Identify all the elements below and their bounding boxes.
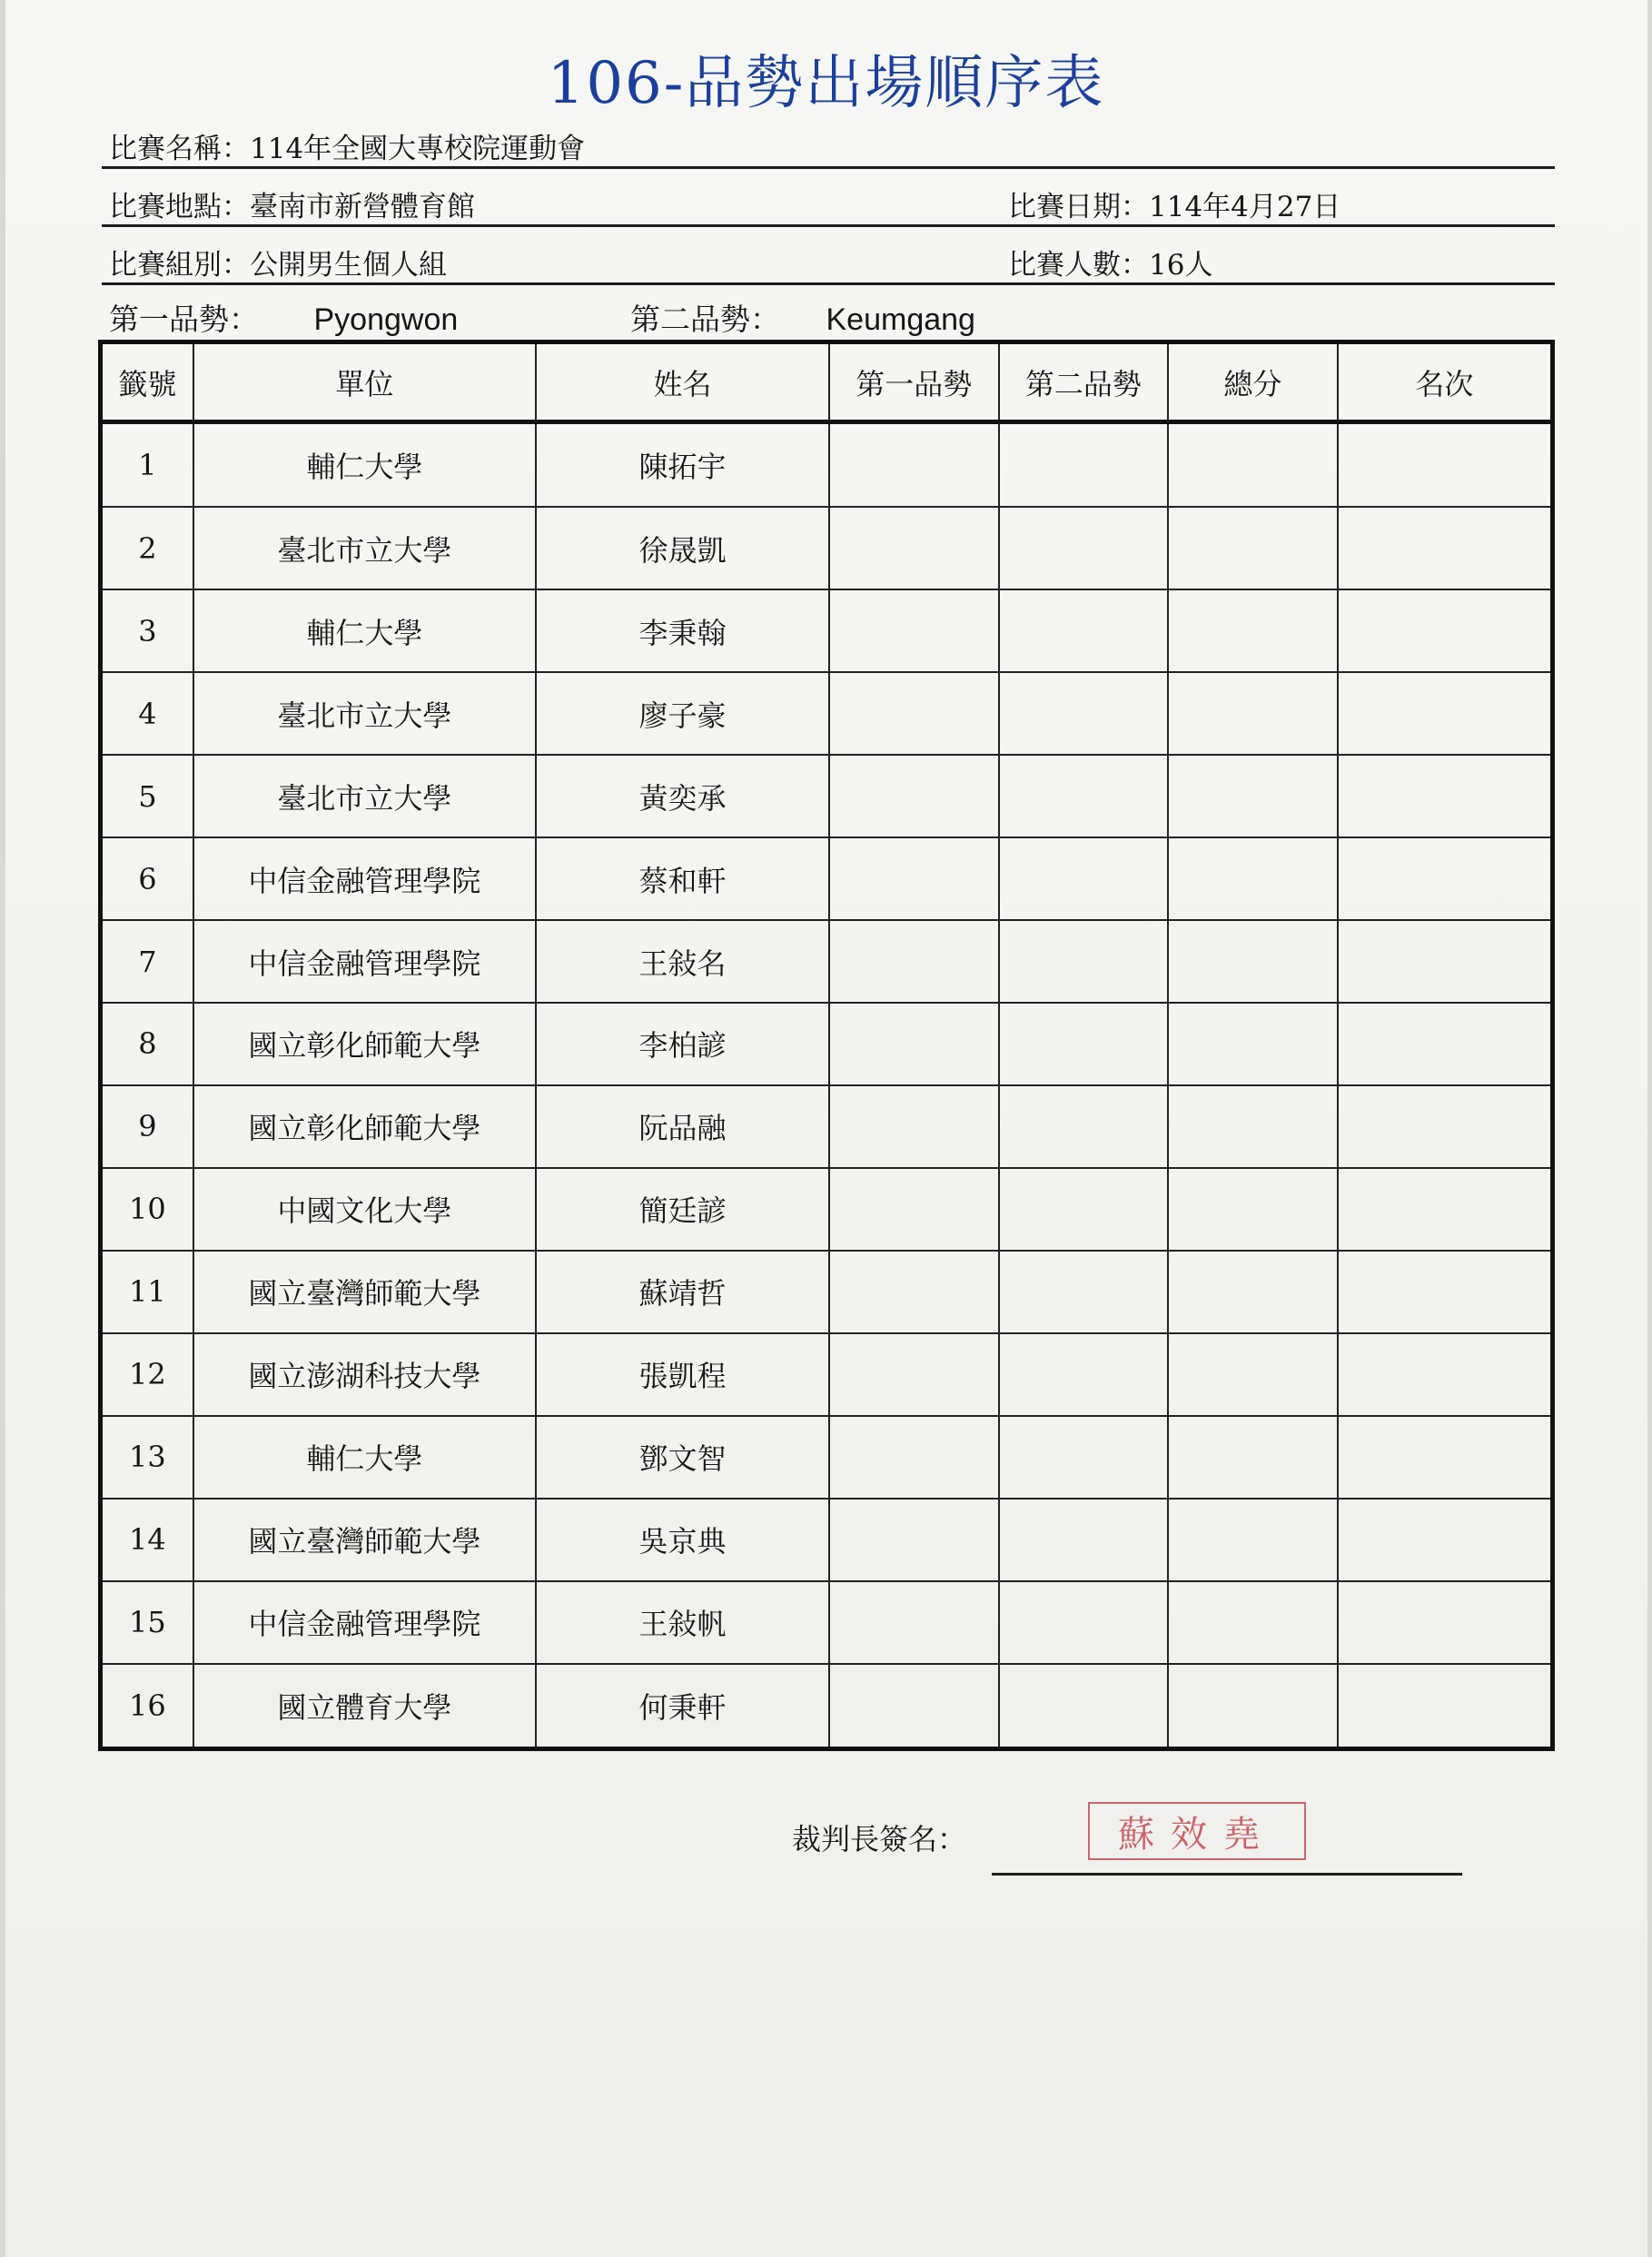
score-cell xyxy=(829,920,999,1003)
score-cell xyxy=(829,672,999,755)
total-cell xyxy=(1168,755,1338,837)
name-cell: 何秉軒 xyxy=(536,1664,829,1749)
name-cell: 王敍名 xyxy=(536,920,829,1003)
rank-cell xyxy=(1338,1499,1553,1581)
total-cell xyxy=(1168,672,1338,755)
score-cell xyxy=(999,1003,1169,1085)
unit-cell: 國立臺灣師範大學 xyxy=(193,1499,536,1581)
rank-cell xyxy=(1338,755,1553,837)
draw-number: 15 xyxy=(101,1581,193,1664)
total-cell xyxy=(1168,1003,1338,1085)
name-cell: 簡廷諺 xyxy=(536,1168,829,1251)
unit-cell: 中信金融管理學院 xyxy=(193,837,536,920)
page-title: 106-品勢出場順序表 xyxy=(547,50,1105,117)
total-cell xyxy=(1168,1581,1338,1664)
unit-cell: 國立臺灣師範大學 xyxy=(193,1251,536,1333)
competition-name-value: 114年全國大專校院運動會 xyxy=(250,133,586,165)
draw-number: 12 xyxy=(101,1333,193,1416)
competition-venue-value: 臺南市新營體育館 xyxy=(250,191,475,223)
first-form-label: 第一品勢： xyxy=(109,302,259,337)
competition-count-label: 比賽人數： xyxy=(1008,249,1149,282)
draw-order-table xyxy=(98,340,1555,1751)
score-cell xyxy=(999,1085,1169,1168)
score-cell xyxy=(829,1168,999,1251)
rank-cell xyxy=(1338,1003,1553,1085)
score-cell xyxy=(829,1664,999,1749)
total-cell xyxy=(1168,1251,1338,1333)
draw-number: 8 xyxy=(101,1003,193,1085)
draw-number: 14 xyxy=(101,1499,193,1581)
second-form-label: 第二品勢： xyxy=(630,302,780,337)
name-cell: 李柏諺 xyxy=(536,1003,829,1085)
unit-cell: 國立澎湖科技大學 xyxy=(193,1333,536,1416)
competition-venue-label: 比賽地點： xyxy=(109,191,250,223)
name-cell: 吳京典 xyxy=(536,1499,829,1581)
draw-number: 3 xyxy=(101,589,193,672)
table-row xyxy=(101,755,1553,837)
header-cell: 籤號 xyxy=(101,342,193,422)
total-cell xyxy=(1168,1085,1338,1168)
score-cell xyxy=(999,672,1169,755)
rank-cell xyxy=(1338,672,1553,755)
referee-seal-stamp: 蘇效堯 xyxy=(1088,1802,1306,1860)
header-cell: 第一品勢 xyxy=(829,342,999,422)
table-row xyxy=(101,920,1553,1003)
table-row xyxy=(101,1168,1553,1251)
score-cell xyxy=(999,422,1169,508)
name-cell: 廖子豪 xyxy=(536,672,829,755)
unit-cell: 輔仁大學 xyxy=(193,1416,536,1499)
rank-cell xyxy=(1338,1251,1553,1333)
competition-count-value: 16人 xyxy=(1149,249,1213,282)
total-cell xyxy=(1168,422,1338,508)
header-cell: 總分 xyxy=(1168,342,1338,422)
table-body xyxy=(101,422,1553,1749)
divider-line xyxy=(102,166,1555,169)
name-cell: 張凱程 xyxy=(536,1333,829,1416)
score-cell xyxy=(999,755,1169,837)
unit-cell: 中國文化大學 xyxy=(193,1168,536,1251)
table-row xyxy=(101,837,1553,920)
total-cell xyxy=(1168,507,1338,589)
score-cell xyxy=(829,1085,999,1168)
divider-line xyxy=(102,224,1555,227)
score-cell xyxy=(829,422,999,508)
name-cell: 蔡和軒 xyxy=(536,837,829,920)
total-cell xyxy=(1168,1416,1338,1499)
rank-cell xyxy=(1338,1168,1553,1251)
draw-number: 2 xyxy=(101,507,193,589)
score-cell xyxy=(829,589,999,672)
total-cell xyxy=(1168,1333,1338,1416)
draw-number: 13 xyxy=(101,1416,193,1499)
score-cell xyxy=(999,589,1169,672)
table-row xyxy=(101,1664,1553,1749)
competition-count xyxy=(1008,242,1212,282)
name-cell: 蘇靖哲 xyxy=(536,1251,829,1333)
rank-cell xyxy=(1338,920,1553,1003)
rank-cell xyxy=(1338,837,1553,920)
rank-cell xyxy=(1338,589,1553,672)
table-row xyxy=(101,422,1553,508)
competition-venue xyxy=(109,183,475,224)
first-form-value: Pyongwon xyxy=(313,302,459,337)
score-cell xyxy=(999,920,1169,1003)
score-cell xyxy=(999,837,1169,920)
rank-cell xyxy=(1338,422,1553,508)
table-row xyxy=(101,1416,1553,1499)
table-row xyxy=(101,507,1553,589)
name-cell: 徐晟凱 xyxy=(536,507,829,589)
table-row xyxy=(101,1003,1553,1085)
unit-cell: 臺北市立大學 xyxy=(193,507,536,589)
unit-cell: 中信金融管理學院 xyxy=(193,1581,536,1664)
first-form xyxy=(109,296,458,339)
draw-number: 1 xyxy=(101,422,193,508)
rank-cell xyxy=(1338,507,1553,589)
header-cell: 名次 xyxy=(1338,342,1553,422)
unit-cell: 輔仁大學 xyxy=(193,589,536,672)
total-cell xyxy=(1168,1664,1338,1749)
name-cell: 陳拓宇 xyxy=(536,422,829,508)
total-cell xyxy=(1168,589,1338,672)
total-cell xyxy=(1168,1499,1338,1581)
draw-number: 11 xyxy=(101,1251,193,1333)
unit-cell: 臺北市立大學 xyxy=(193,672,536,755)
score-cell xyxy=(999,507,1169,589)
score-cell xyxy=(999,1416,1169,1499)
unit-cell: 國立彰化師範大學 xyxy=(193,1085,536,1168)
competition-date-value: 114年4月27日 xyxy=(1149,191,1341,223)
table-row xyxy=(101,1499,1553,1581)
score-cell xyxy=(999,1168,1169,1251)
score-cell xyxy=(999,1333,1169,1416)
rank-cell xyxy=(1338,1581,1553,1664)
score-cell xyxy=(829,837,999,920)
table-row xyxy=(101,1333,1553,1416)
table-row xyxy=(101,672,1553,755)
competition-name xyxy=(109,125,585,166)
score-cell xyxy=(829,755,999,837)
competition-group-label: 比賽組別： xyxy=(109,249,250,282)
rank-cell xyxy=(1338,1085,1553,1168)
draw-number: 16 xyxy=(101,1664,193,1749)
score-cell xyxy=(999,1581,1169,1664)
name-cell: 鄧文智 xyxy=(536,1416,829,1499)
name-cell: 黃奕承 xyxy=(536,755,829,837)
competition-date xyxy=(1008,183,1340,224)
second-form xyxy=(630,296,975,339)
competition-group-value: 公開男生個人組 xyxy=(250,249,447,282)
score-cell xyxy=(999,1251,1169,1333)
name-cell: 李秉翰 xyxy=(536,589,829,672)
score-cell xyxy=(829,1416,999,1499)
total-cell xyxy=(1168,837,1338,920)
draw-number: 7 xyxy=(101,920,193,1003)
unit-cell: 臺北市立大學 xyxy=(193,755,536,837)
rank-cell xyxy=(1338,1333,1553,1416)
score-cell xyxy=(829,1499,999,1581)
table-row xyxy=(101,589,1553,672)
referee-signature-label: 裁判長簽名： xyxy=(792,1822,967,1856)
score-cell xyxy=(829,1581,999,1664)
score-cell xyxy=(999,1664,1169,1749)
unit-cell: 中信金融管理學院 xyxy=(193,920,536,1003)
competition-name-label: 比賽名稱： xyxy=(109,133,250,165)
header-cell: 姓名 xyxy=(536,342,829,422)
table-row xyxy=(101,1085,1553,1168)
table-header-row xyxy=(101,342,1553,422)
unit-cell: 輔仁大學 xyxy=(193,422,536,508)
name-cell: 阮品融 xyxy=(536,1085,829,1168)
second-form-value: Keumgang xyxy=(826,302,975,337)
competition-date-label: 比賽日期： xyxy=(1008,191,1149,223)
draw-number: 4 xyxy=(101,672,193,755)
divider-line xyxy=(102,282,1555,285)
unit-cell: 國立體育大學 xyxy=(193,1664,536,1749)
score-cell xyxy=(999,1499,1169,1581)
table-row xyxy=(101,1251,1553,1333)
name-cell: 王敍帆 xyxy=(536,1581,829,1664)
score-cell xyxy=(829,1251,999,1333)
header-cell: 單位 xyxy=(193,342,536,422)
draw-number: 5 xyxy=(101,755,193,837)
draw-number: 6 xyxy=(101,837,193,920)
score-cell xyxy=(829,507,999,589)
unit-cell: 國立彰化師範大學 xyxy=(193,1003,536,1085)
rank-cell xyxy=(1338,1416,1553,1499)
draw-number: 9 xyxy=(101,1085,193,1168)
header-cell: 第二品勢 xyxy=(999,342,1169,422)
score-cell xyxy=(829,1003,999,1085)
table-row xyxy=(101,1581,1553,1664)
rank-cell xyxy=(1338,1664,1553,1749)
signature-line xyxy=(992,1873,1462,1876)
total-cell xyxy=(1168,1168,1338,1251)
score-cell xyxy=(829,1333,999,1416)
total-cell xyxy=(1168,920,1338,1003)
draw-number: 10 xyxy=(101,1168,193,1251)
competition-group xyxy=(109,242,447,282)
